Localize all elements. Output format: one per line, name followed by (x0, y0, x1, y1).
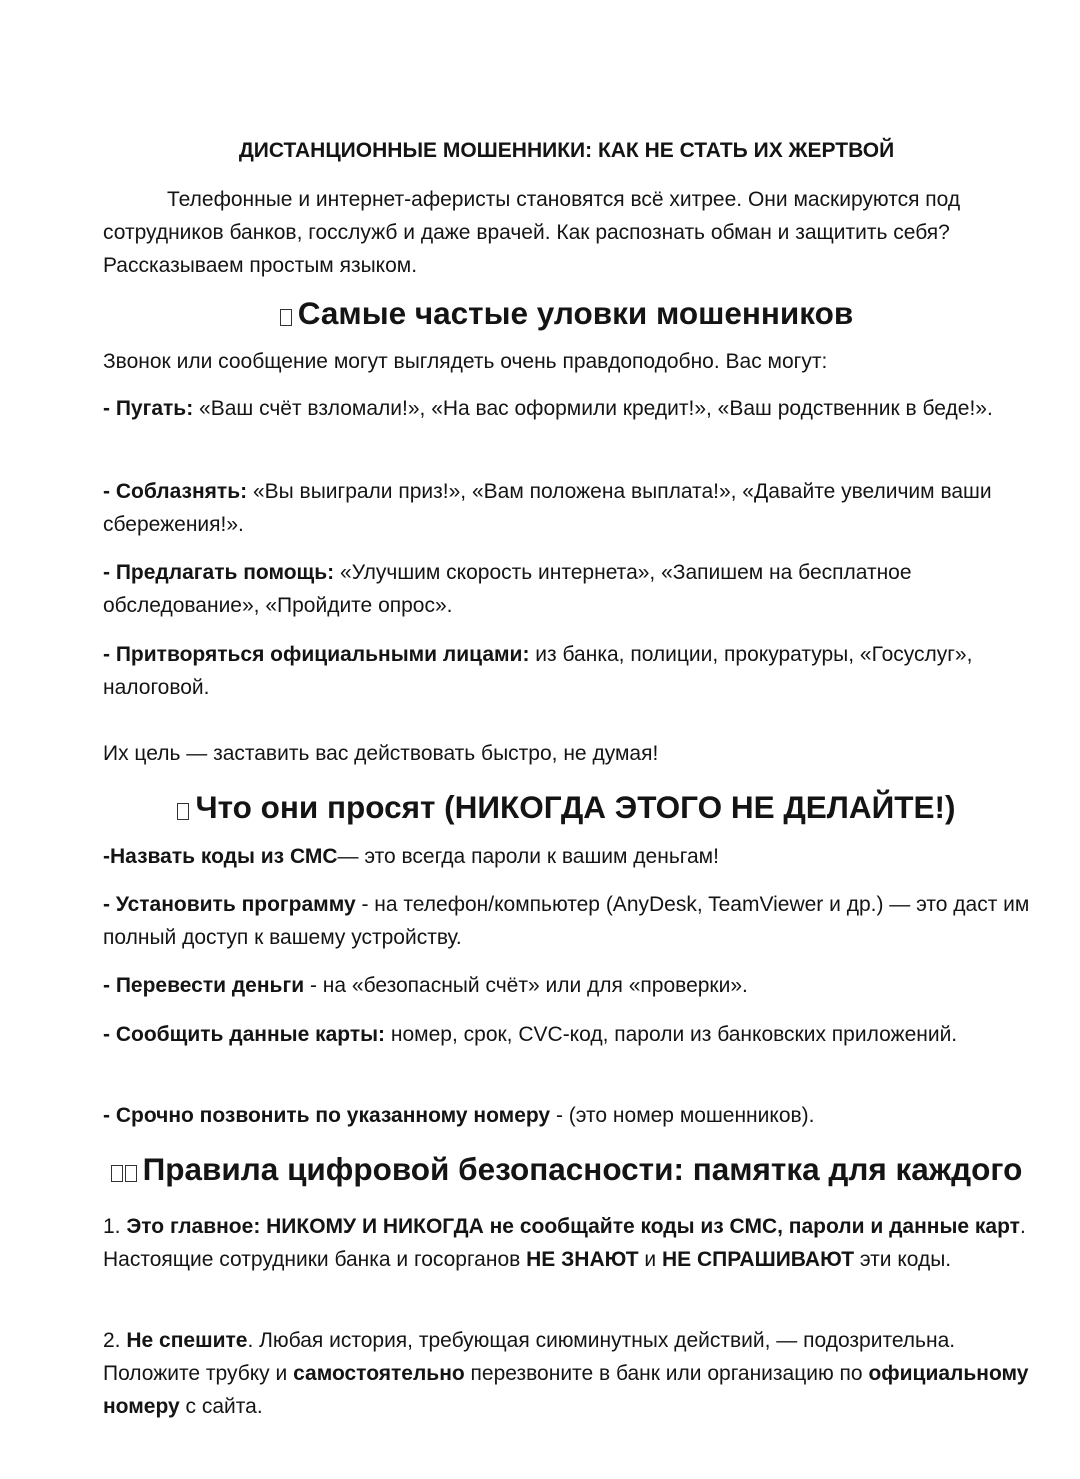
item-text: номер, срок, CVC-код, пароли из банковских приложений. (385, 1023, 958, 1046)
item-label: - Предлагать помощь: (103, 561, 335, 584)
document-title: ДИСТАНЦИОННЫЕ МОШЕННИКИ: КАК НЕ СТАТЬ ИХ ЖЕРТВОЙ (238, 139, 895, 162)
list-item (103, 969, 1040, 1002)
item-text: - (это номер мошенников). (550, 1104, 815, 1127)
list-item (103, 888, 1040, 954)
section3-heading (103, 1153, 1030, 1186)
rule-bold: Это главное: НИКОМУ И НИКОГДА не сообщайте коды из СМС, пароли и данные карт (126, 1215, 1020, 1238)
rule-text: перезвоните в банк или организацию по (464, 1362, 869, 1385)
section2-heading (103, 791, 1030, 824)
missing-emoji-icon (125, 1165, 137, 1182)
missing-emoji-icon (111, 1165, 123, 1182)
missing-emoji-icon (280, 309, 292, 326)
item-text: «Улучшим скорость интернета», «Запишем на бесплатное обследование», «Пройдите опрос». (103, 561, 912, 617)
list-item (103, 638, 1040, 704)
list-item (103, 1018, 1040, 1051)
list-item (103, 475, 1040, 541)
item-text: из банка, полиции, прокуратуры, «Госуслуг», налоговой. (103, 643, 973, 699)
section1-heading (103, 297, 1030, 330)
rule-text: . Любая история, требующая сиюминутных действий, — подозрительна. Положите трубку и (103, 1329, 956, 1385)
item-text: — это всегда пароли к вашим деньгам! (337, 845, 719, 868)
rule-text: эти коды. (854, 1248, 952, 1271)
section1-conclusion: Их цель — заставить вас действовать быстро, не думая! (103, 742, 659, 765)
section2-heading-text: Что они просят (НИКОГДА ЭТОГО НЕ ДЕЛАЙТЕ!) (195, 789, 956, 825)
item-label: - Соблазнять: (103, 480, 248, 503)
rule-bold: Не спешите (126, 1329, 248, 1352)
list-item (103, 556, 1040, 622)
item-text: «Ваш счёт взломали!», «На вас оформили кредит!», «Ваш родственник в беде!». (193, 397, 993, 420)
item-label: - Перевести деньги (103, 974, 305, 997)
list-item (103, 392, 1040, 425)
rule-text: и (638, 1248, 662, 1271)
rule-bold: самостоятельно (293, 1362, 465, 1385)
item-label: - Установить программу (103, 893, 356, 916)
rule-2 (103, 1324, 1040, 1423)
rule-bold: НЕ СПРАШИВАЮТ (662, 1248, 855, 1271)
item-label: -Назвать коды из СМС (103, 845, 338, 868)
item-text: - на телефон/компьютер (AnyDesk, TeamViewer и др.) — это даст им полный доступ к вашему устройству. (103, 893, 1030, 949)
section1-heading-text: Самые частые уловки мошенников (297, 295, 854, 331)
rule-bold: официальному номеру (103, 1362, 1029, 1418)
item-label: - Сообщить данные карты: (103, 1023, 386, 1046)
list-item (103, 840, 1040, 873)
rule-1 (103, 1210, 1040, 1276)
rule-bold: НЕ ЗНАЮТ (526, 1248, 639, 1271)
list-item (103, 1099, 1040, 1132)
item-label: - Притворяться официальными лицами: (103, 643, 530, 666)
intro-paragraph: Телефонные и интернет-аферисты становятся всё хитрее. Они маскируются под сотрудников банков, госслужб и даже врачей. Как распознать обман и защитить себя? Рассказываем простым языком. (103, 188, 961, 277)
rule-text: с сайта. (179, 1395, 263, 1418)
rule-text: . Настоящие сотрудники банка и госорганов (103, 1215, 1026, 1271)
section3-heading-text: Правила цифровой безопасности: памятка для каждого (142, 1151, 1023, 1187)
rule-number: 2. (103, 1329, 127, 1352)
item-label: - Срочно позвонить по указанному номеру (103, 1104, 551, 1127)
missing-emoji-icon (177, 803, 189, 820)
item-text: «Вы выиграли приз!», «Вам положена выплата!», «Давайте увеличим ваши сбережения!». (103, 480, 992, 536)
item-label: - Пугать: (103, 397, 194, 420)
rule-number: 1. (103, 1215, 127, 1238)
section1-lead: Звонок или сообщение могут выглядеть очень правдоподобно. Вас могут: (103, 350, 828, 373)
item-text: - на «безопасный счёт» или для «проверки». (304, 974, 748, 997)
